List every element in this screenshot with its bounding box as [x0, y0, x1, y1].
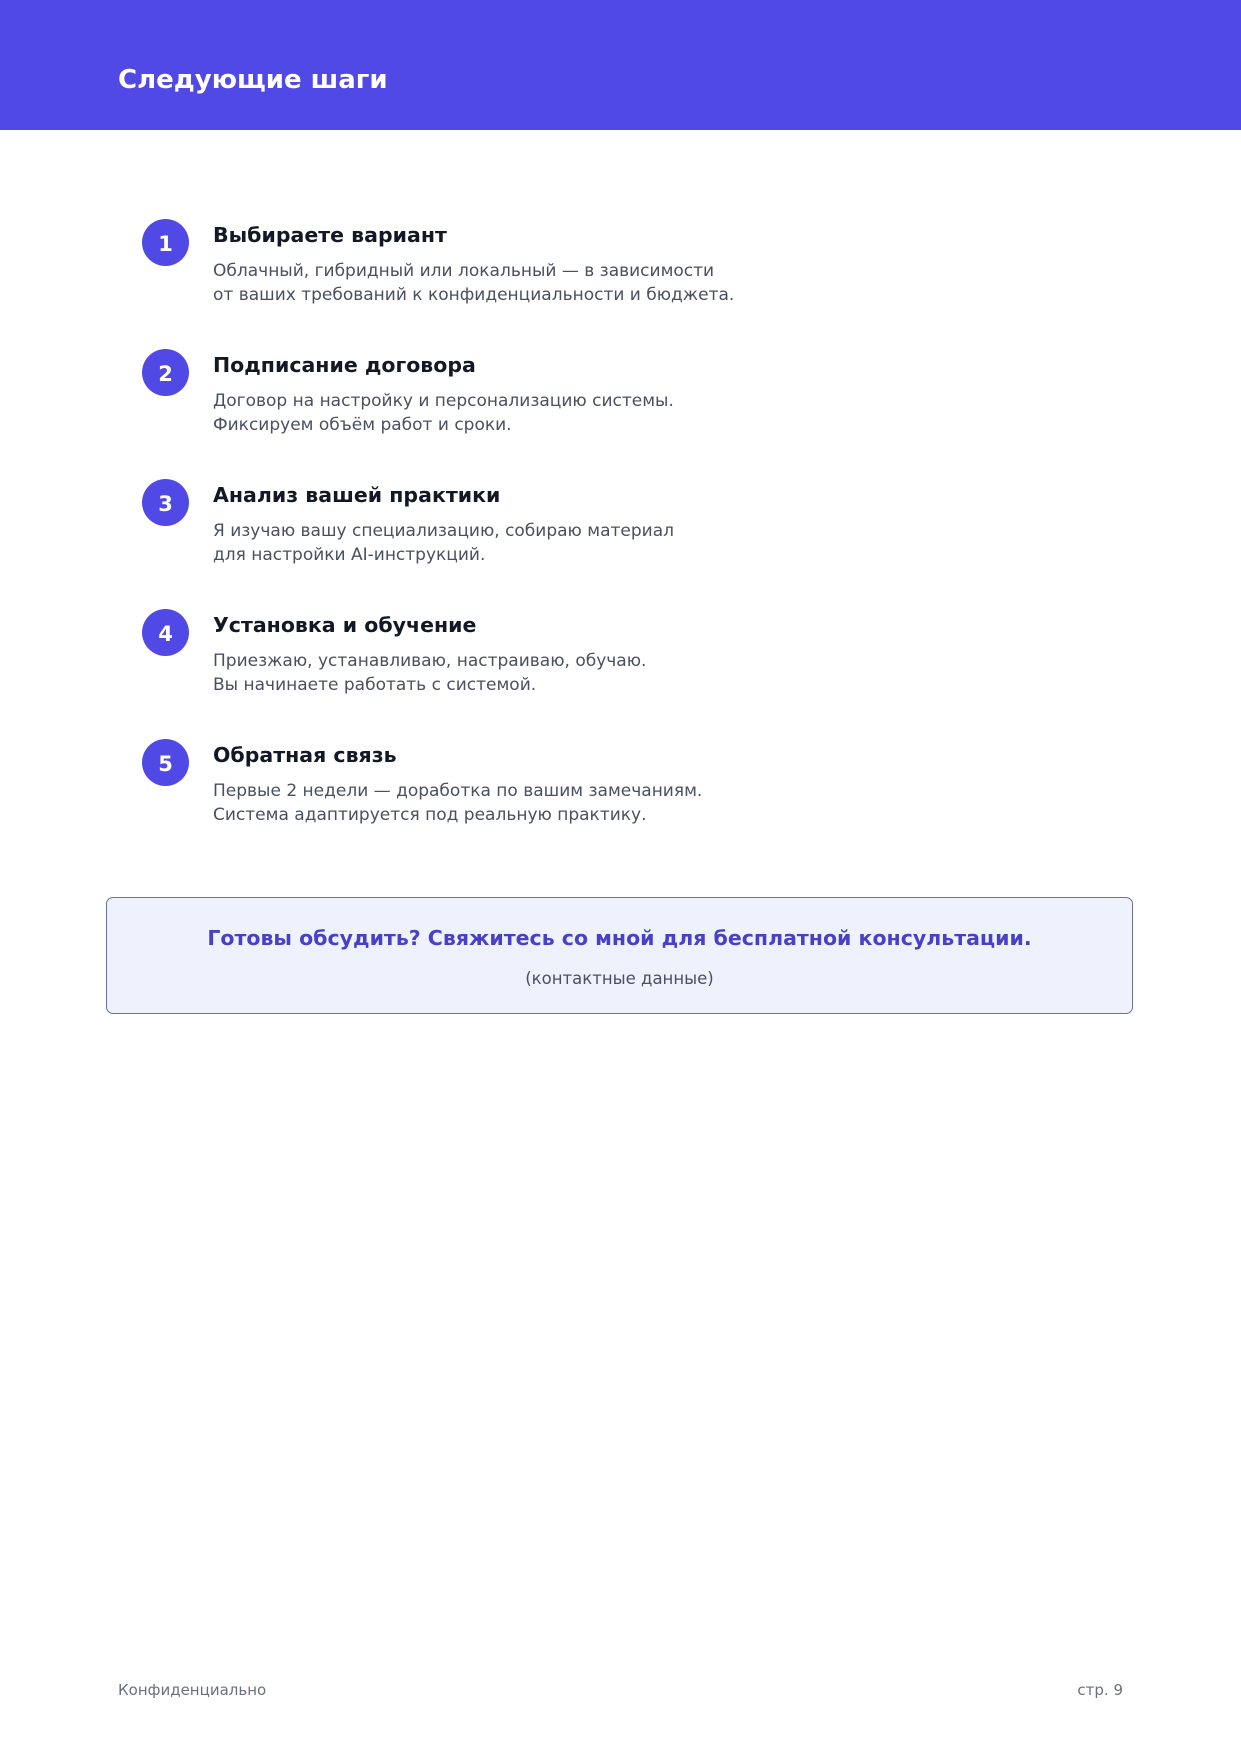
callout-title: Готовы обсудить? Свяжитесь со мной для бесплатной консультации.: [207, 926, 1032, 950]
step-item: [0, 349, 1241, 469]
step-number-badge: 4: [142, 609, 189, 656]
step-number-badge: 2: [142, 349, 189, 396]
step-description: [213, 779, 702, 827]
step-description-line: Фиксируем объём работ и сроки.: [213, 415, 512, 435]
step-description: [213, 259, 734, 307]
step-number-badge: 1: [142, 219, 189, 266]
step-description-line: Я изучаю вашу специализацию, собираю материал: [213, 521, 674, 541]
step-description: [213, 389, 674, 437]
step-description-line: Приезжаю, устанавливаю, настраиваю, обучаю.: [213, 651, 647, 671]
step-title: Выбираете вариант: [213, 223, 447, 247]
step-description-line: Облачный, гибридный или локальный — в зависимости: [213, 261, 715, 281]
step-description: [213, 649, 646, 697]
step-number-badge: 3: [142, 479, 189, 526]
step-title: Подписание договора: [213, 353, 476, 377]
contact-callout-box: [106, 897, 1133, 1014]
step-description-line: Система адаптируется под реальную практику.: [213, 805, 647, 825]
page-header: [0, 0, 1241, 130]
step-item: [0, 739, 1241, 859]
step-description: [213, 519, 674, 567]
step-description-line: для настройки AI-инструкций.: [213, 545, 486, 565]
step-title: Анализ вашей практики: [213, 483, 501, 507]
step-item: [0, 609, 1241, 729]
page-title: Следующие шаги: [118, 65, 388, 95]
page-number: стр. 9: [1077, 1681, 1123, 1699]
step-description-line: Договор на настройку и персонализацию системы.: [213, 391, 674, 411]
contact-details: (контактные данные): [525, 969, 714, 988]
step-description-line: от ваших требований к конфиденциальности и бюджета.: [213, 285, 735, 305]
step-title: Обратная связь: [213, 743, 397, 767]
step-item: [0, 219, 1241, 339]
confidentiality-label: Конфиденциально: [118, 1681, 267, 1699]
step-description-line: Вы начинаете работать с системой.: [213, 675, 537, 695]
step-title: Установка и обучение: [213, 613, 477, 637]
step-item: [0, 479, 1241, 599]
step-number-badge: 5: [142, 739, 189, 786]
step-description-line: Первые 2 недели — доработка по вашим замечаниям.: [213, 781, 703, 801]
